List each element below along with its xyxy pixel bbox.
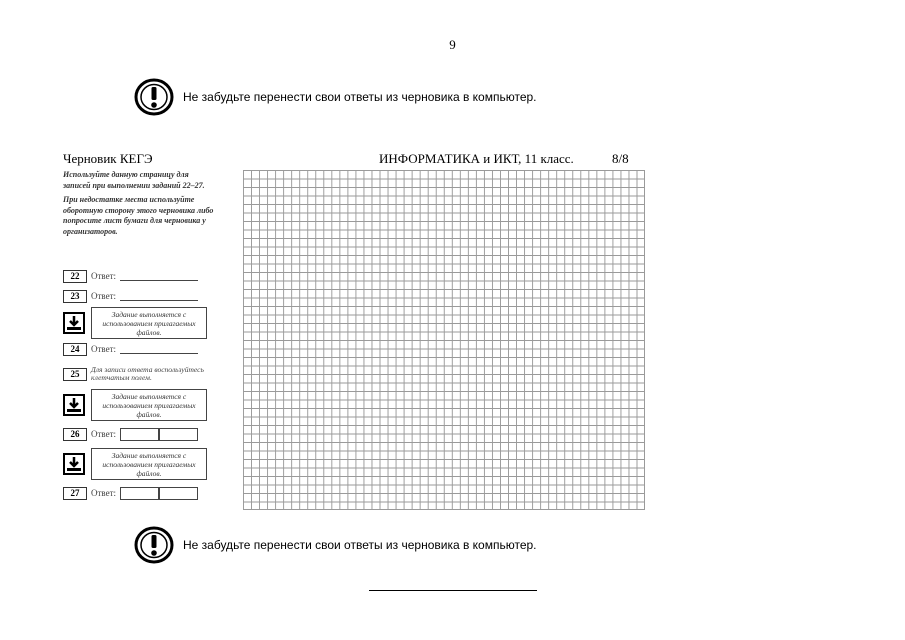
answer-field[interactable]	[120, 292, 198, 301]
answer-boxes	[120, 428, 198, 441]
reminder-text: Не забудьте перенести свои ответы из черновика в компьютер.	[183, 538, 537, 552]
answer-box-2[interactable]	[159, 487, 198, 500]
answer-box-1[interactable]	[120, 487, 159, 500]
answer-field[interactable]	[120, 345, 198, 354]
task-row-25	[63, 364, 211, 384]
answer-label: Ответ:	[91, 344, 117, 354]
task-number: 23	[63, 290, 87, 303]
file-notice	[63, 448, 207, 480]
file-notice	[63, 307, 207, 339]
answer-label: Ответ:	[91, 271, 117, 281]
subject-title: ИНФОРМАТИКА и ИКТ, 11 класс.	[379, 151, 574, 166]
download-file-icon	[63, 312, 85, 334]
answer-boxes	[120, 487, 198, 500]
instructions	[63, 170, 215, 241]
answer-box-1[interactable]	[120, 428, 159, 441]
file-notice-text: Задание выполняется с использованием прилагаемых файлов.	[91, 389, 207, 421]
task-number: 25	[63, 368, 87, 381]
task-number: 27	[63, 487, 87, 500]
answer-field[interactable]	[120, 272, 198, 281]
answer-label: Ответ:	[91, 429, 117, 439]
sheet-page-number: 8/8	[612, 151, 629, 166]
page-number: 9	[449, 37, 456, 52]
reminder-text: Не забудьте перенести свои ответы из черновика в компьютер.	[183, 90, 537, 104]
task-number: 24	[63, 343, 87, 356]
instructions-paragraph-2: При недостатке места используйте оборотную сторону этого черновика либо попросите лист бумаги для черновика у организаторов.	[63, 195, 214, 236]
exclamation-circle-icon	[133, 525, 175, 565]
instructions-paragraph-1: Используйте данную страницу для записей при выполнении заданий 22–27.	[63, 170, 205, 190]
task-number: 22	[63, 270, 87, 283]
file-notice-text: Задание выполняется с использованием прилагаемых файлов.	[91, 448, 207, 480]
reminder-top	[133, 77, 537, 117]
task-row-26	[63, 427, 198, 441]
answer-label: Ответ:	[91, 291, 117, 301]
sheet-title: Черновик КЕГЭ	[63, 151, 153, 166]
file-notice-text: Задание выполняется с использованием прилагаемых файлов.	[91, 307, 207, 339]
answer-box-2[interactable]	[159, 428, 198, 441]
reminder-bottom	[133, 525, 537, 565]
task-row-24	[63, 342, 198, 356]
draft-grid-area[interactable]	[243, 170, 645, 510]
task-note: Для записи ответа воспользуйтесь клетчатым полем.	[91, 365, 204, 382]
file-notice	[63, 389, 207, 421]
answer-label: Ответ:	[91, 488, 117, 498]
task-row-27	[63, 486, 198, 500]
task-number: 26	[63, 428, 87, 441]
footer-divider	[369, 590, 537, 591]
task-row-23	[63, 289, 198, 303]
download-file-icon	[63, 394, 85, 416]
download-file-icon	[63, 453, 85, 475]
exclamation-circle-icon	[133, 77, 175, 117]
task-row-22	[63, 269, 198, 283]
